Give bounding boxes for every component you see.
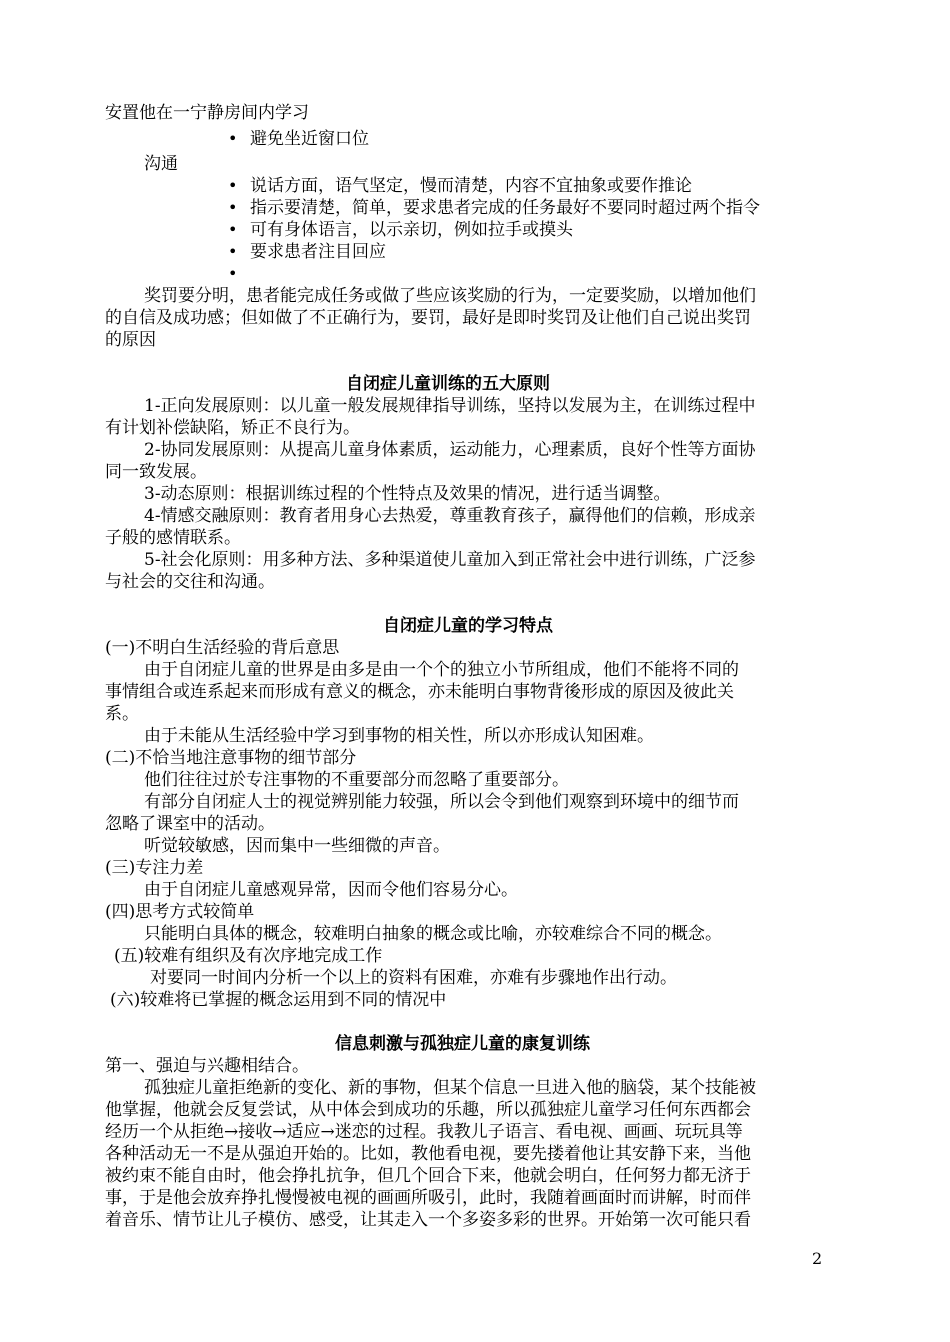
paragraph-line: 着音乐、情节让儿子模仿、感受，让其走入一个多姿多彩的世界。开始第一次可能只看 xyxy=(105,1210,751,1230)
bullet-icon: • xyxy=(228,129,238,148)
subheading: (三)专注力差 xyxy=(105,858,204,878)
subheading: (四)思考方式较简单 xyxy=(105,902,255,922)
paragraph-line: 系。 xyxy=(105,704,139,724)
paragraph-line: 的自信及成功感；但如做了不正确行为，要罚，最好是即时奖罚及让他们自己说出奖罚 xyxy=(105,308,751,328)
subheading: (二)不恰当地注意事物的细节部分 xyxy=(105,748,357,768)
paragraph-line: 1-正向发展原则：以儿童一般发展规律指导训练，坚持以发展为主，在训练过程中 xyxy=(144,396,756,416)
paragraph-line: 各种活动无一不是从强迫开始的。比如，教他看电视，要先搂着他让其安静下来，当他 xyxy=(105,1144,751,1164)
subheading: (六)较难将已掌握的概念运用到不同的情况中 xyxy=(110,990,447,1010)
paragraph-line: 有部分自闭症人士的视觉辨别能力较强，所以会令到他们观察到环境中的细节而 xyxy=(144,792,739,812)
bullet-icon: • xyxy=(228,198,238,217)
bullet-item: 说话方面，语气坚定，慢而清楚，内容不宜抽象或要作推论 xyxy=(250,176,692,196)
section-title: 自闭症儿童的学习特点 xyxy=(383,616,553,636)
bullet-item: 可有身体语言，以示亲切，例如拉手或摸头 xyxy=(250,220,573,240)
paragraph-line: 孤独症儿童拒绝新的变化、新的事物，但某个信息一旦进入他的脑袋，某个技能被 xyxy=(144,1078,756,1098)
subheading: 第一、强迫与兴趣相结合。 xyxy=(105,1056,309,1076)
paragraph-line: 被约束不能自由时，他会挣扎抗争，但几个回合下来，他就会明白，任何努力都无济于 xyxy=(105,1166,751,1186)
paragraph-line: 忽略了课室中的活动。 xyxy=(105,814,275,834)
bullet-icon: • xyxy=(228,242,238,261)
paragraph-line: 事，于是他会放弃挣扎慢慢被电视的画画所吸引，此时，我随着画面时而讲解，时而伴 xyxy=(105,1188,751,1208)
paragraph-line: 4-情感交融原则：教育者用身心去热爱，尊重教育孩子，赢得他们的信赖，形成亲 xyxy=(144,506,756,526)
paragraph-line: 由于未能从生活经验中学习到事物的相关性，所以亦形成认知困难。 xyxy=(144,726,654,746)
paragraph-line: 奖罚要分明，患者能完成任务或做了些应该奖励的行为，一定要奖励，以增加他们 xyxy=(144,286,756,306)
paragraph-line: 的原因 xyxy=(105,330,156,350)
paragraph-line: 3-动态原则：根据训练过程的个性特点及效果的情况，进行适当调整。 xyxy=(144,484,671,504)
paragraph-line: 同一致发展。 xyxy=(105,462,207,482)
subheading: (一)不明白生活经验的背后意思 xyxy=(105,638,340,658)
paragraph-line: 子般的感情联系。 xyxy=(105,528,241,548)
paragraph-line: 安置他在一宁静房间内学习 xyxy=(105,103,309,123)
paragraph-line: 事情组合或连系起来而形成有意义的概念，亦未能明白事物背後形成的原因及彼此关 xyxy=(105,682,734,702)
bullet-item: 指示要清楚，简单，要求患者完成的任务最好不要同时超过两个指令 xyxy=(250,198,760,218)
paragraph-line: 对要同一时间内分析一个以上的资料有困难，亦难有步骤地作出行动。 xyxy=(150,968,677,988)
paragraph-line: 5-社会化原则：用多种方法、多种渠道使儿童加入到正常社会中进行训练，广泛参 xyxy=(144,550,756,570)
paragraph-line: 与社会的交往和沟通。 xyxy=(105,572,275,592)
bullet-item: 避免坐近窗口位 xyxy=(250,129,369,149)
paragraph-line: 经历一个从拒绝→接收→适应→迷恋的过程。我教儿子语言、看电视、画画、玩玩具等 xyxy=(105,1122,743,1142)
paragraph-line: 2-协同发展原则：从提高儿童身体素质，运动能力，心理素质，良好个性等方面协 xyxy=(144,440,756,460)
bullet-icon: • xyxy=(228,220,238,239)
bullet-icon: • xyxy=(228,264,238,283)
subheading: 沟通 xyxy=(144,154,178,174)
paragraph-line: 有计划补偿缺陷，矫正不良行为。 xyxy=(105,418,360,438)
section-title: 信息刺激与孤独症儿童的康复训练 xyxy=(335,1034,590,1054)
paragraph-line: 只能明白具体的概念，较难明白抽象的概念或比喻，亦较难综合不同的概念。 xyxy=(144,924,722,944)
subheading: (五)较难有组织及有次序地完成工作 xyxy=(114,946,383,966)
paragraph-line: 由于自闭症儿童感观异常，因而令他们容易分心。 xyxy=(144,880,518,900)
bullet-icon: • xyxy=(228,176,238,195)
paragraph-line: 他掌握，他就会反复尝试，从中体会到成功的乐趣，所以孤独症儿童学习任何东西都会 xyxy=(105,1100,751,1120)
paragraph-line: 听觉较敏感，因而集中一些细微的声音。 xyxy=(144,836,450,856)
paragraph-line: 由于自闭症儿童的世界是由多是由一个个的独立小节所组成，他们不能将不同的 xyxy=(144,660,739,680)
bullet-item: 要求患者注目回应 xyxy=(250,242,386,262)
page-number: 2 xyxy=(812,1249,823,1268)
section-title: 自闭症儿童训练的五大原则 xyxy=(346,374,550,394)
paragraph-line: 他们往往过於专注事物的不重要部分而忽略了重要部分。 xyxy=(144,770,569,790)
